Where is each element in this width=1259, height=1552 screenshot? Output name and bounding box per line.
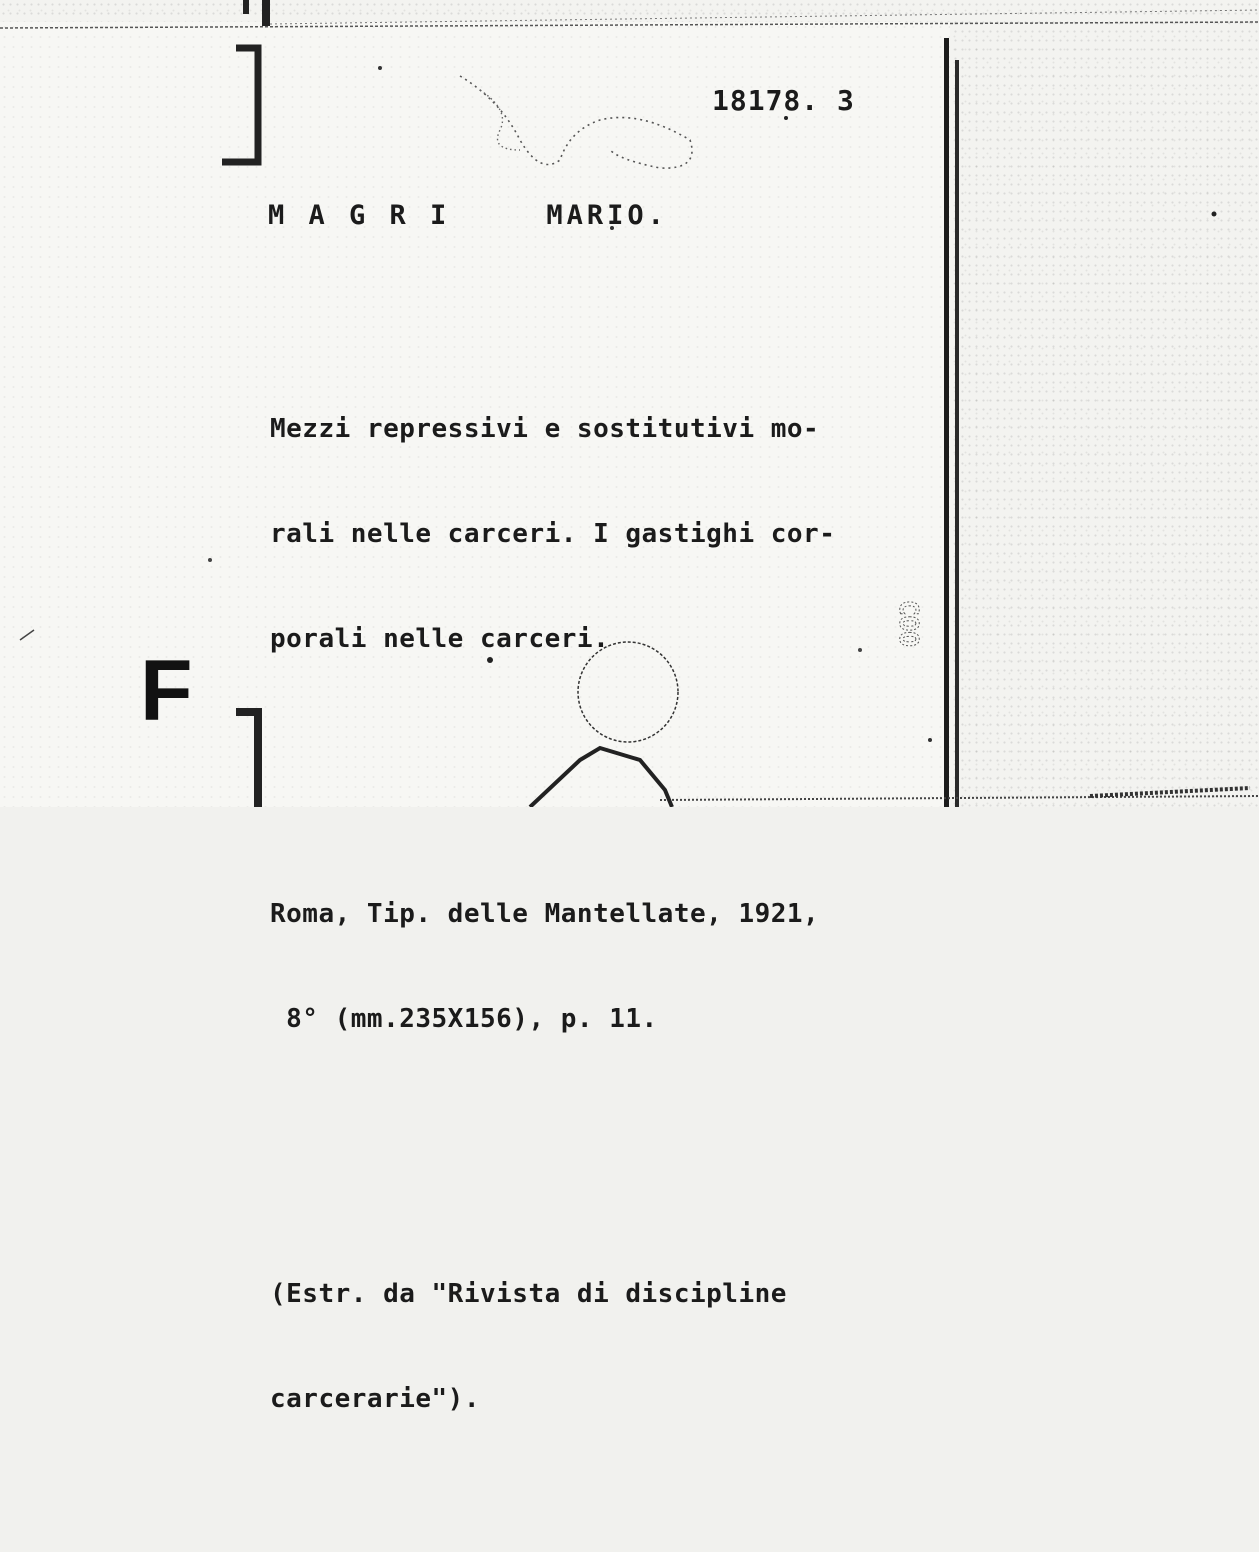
top-hole-mark <box>243 0 249 14</box>
faint-stamp-scribble <box>460 76 692 168</box>
note-line: carcerarie"). <box>270 1384 480 1414</box>
title-line: rali nelle carceri. I gastighi cor- <box>270 519 836 549</box>
note-block <box>270 1207 835 1487</box>
left-bracket-mark <box>222 48 258 162</box>
rotated-stamp-number <box>893 600 923 647</box>
imprint-line: Roma, Tip. delle Mantellate, 1921, <box>270 899 820 929</box>
margin-letter: F <box>140 643 193 739</box>
imprint-line: 8° (mm.235X156), p. 11. <box>270 1004 658 1034</box>
card-body <box>270 272 835 1552</box>
top-edge-line <box>0 22 1259 28</box>
top-hole-mark-2 <box>262 0 270 26</box>
right-card-edge-2 <box>955 60 959 807</box>
right-card-edge <box>944 38 949 807</box>
title-line: porali nelle carceri. <box>270 624 610 654</box>
imprint-block <box>270 827 835 1107</box>
bottom-left-bracket-mark <box>236 712 258 807</box>
title-line: Mezzi repressivi e sostitutivi mo- <box>270 414 820 444</box>
title-block <box>270 342 835 727</box>
author-heading <box>268 200 668 231</box>
faint-stamp-scribble-2 <box>480 90 520 150</box>
author-given-name: MARIO. <box>546 200 668 231</box>
call-number: 18178. 3 <box>712 84 855 117</box>
note-line: (Estr. da "Rivista di discipline <box>270 1279 787 1309</box>
top-edge-line-2 <box>270 10 1259 24</box>
author-surname: M A G R I <box>268 200 451 231</box>
svg-text:COO: COO <box>893 600 923 647</box>
